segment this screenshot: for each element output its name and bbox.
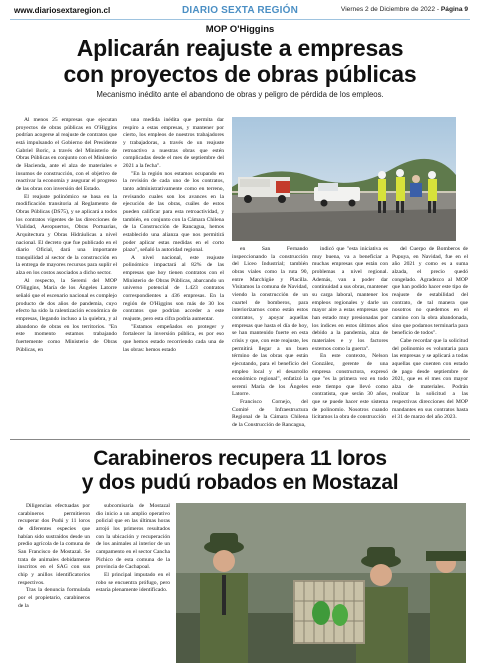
road-construction-photo [232, 117, 456, 241]
paragraph: En este contexto, Nelson González, gerente de una empresa constructora, expresó que "es la primera vez en todo este tiempo que llevó como contratista, que serán 30 años, que se puede hacer este sistema de polinomio. Nosotros cuando licitamos la obra de construcción [312, 353, 388, 421]
article1-column-3 [232, 246, 308, 434]
article2-headline [0, 447, 480, 495]
paragraph: El principal imputado en el robo se encuentra prófugo, pero estaría plenamente identificado. [96, 571, 170, 594]
carabineros-parrots-photo [176, 503, 466, 663]
paragraph: una medida inédita que permita dar respiro a estas empresas, y mantener por cierto, los empleos de nuestros trabajadores y trabajadoras, a través de un reajuste retroactivo a nuestras obras que estén complicadas desde el mes de septiembre del 2021 a la fecha". [123, 117, 224, 169]
paragraph: del Cuerpo de Bomberos de Pupuya, en Navidad, fue en el año 2021 y como es a suma alzada, el precio quedó congelado. Agradezco al MOP que han podido hacer este tipo de reajuste de estabilidad del contrato, de tal manera que nosotros no quedemos en el camino con la obra abandonada, sino que podamos terminarla para beneficio de todos". [392, 246, 468, 337]
paragraph: El reajuste polinómico se basa en la modificación transitoria al Reglamento de Obras Públicas (DS75), y se aplicará a todos los contratos vigentes de las direcciones de Vialidad, Aeropuertos, Obras Portuarias, Arquitectura y Obras Hidráulicas a nivel nacional. El decreto que fue publicado en el diario Oficial, dará una importante tranquilidad al sector de la construcción en la entrega de mayores recursos para suplir el alza en los costos asociados a dicho sector. [16, 193, 117, 277]
headline-line-2: con proyectos de obras públicas [63, 61, 417, 87]
article2-column-2 [96, 503, 170, 663]
paragraph: indicó que "esta iniciativa es muy buena, va a beneficiar a muchas empresas que están con problemas a nivel regional. Además, van a poder dar continuidad a sus obras, mantener su carga laboral, mantener los empleos regionales y darle un mayor aire a estas empresas que han estado muy presionadas por los índices en estos últimos años debido a la pandemia, alza de materiales e y los factores externos como la guerra". [312, 246, 388, 352]
date-text: Viernes 2 de Diciembre de 2022 - [340, 6, 440, 13]
section-divider [10, 439, 470, 440]
paragraph: A nivel nacional, este reajuste polinómico impactará al 82% de las empresas que hoy tienen contratos con el Ministerio de Obras Públicas, abarcando un universo potencial de 1.423 contratos correspondientes a 436 empresas. En la región de O'Higgins son más de 30 los contratos que podrían acceder a este reajuste, pero esta cifra podría aumentar. [123, 254, 224, 323]
paragraph: Tras la denuncia formulada por el propietario, carabineros de la [18, 587, 90, 609]
road-construction-image [232, 117, 456, 241]
paragraph: Diligencias efectuadas por carabineros permitieron recuperar dos Pudú y 11 loros de diferentes especies que habían sido sustraídos desde un predio agrícola de la comuna de San Francisco de Mostazal. Se trata de animales debidamente inscritos en el SAG con sus chip y anillos identificatorios respectivos. [18, 503, 90, 586]
site-url[interactable]: www.diariosextaregion.cl [14, 6, 111, 15]
paragraph: "Estamos empeñados en proteger y fortalecer la inversión pública, es por eso que hemos estado recorriendo cada una de las obras: hemos estado [123, 323, 224, 353]
headline-line-2: y dos pudú robados en Mostazal [81, 471, 399, 494]
article1-subhead: Mecanismo inédito ante el abandono de obras y peligro de pérdida de los empleos. [96, 90, 384, 99]
paragraph: Al respecto, la Seremi del MOP O'Higgins, María de los Ángeles Latorre señaló que el escenario nacional es complejo producto de dos años de pandemia, cuyo efecto ha sido la ralentización económica de empresas, llegando incluso a la quiebra, y al abandono de obras en los territorios. "En este momento estamos trabajando fuertemente como Ministerio de Obras Públicas, en [16, 277, 117, 353]
paragraph: en San Fernando inspeccionando la construcción del Liceo Industrial; también obras viales como la ruta 90, entre Marchigüe y Placilla. Visitamos la comuna de Navidad, viendo la construcción de un cuartel de bomberos, para interiorizarnos como están estos contratos, y apoyar aquellas empresas que hasta el día de hoy, se han mantenido fuerte en esta crisis y que, con este reajuste, les permitirá llegar a un buen término de las obras que están ejecutando, para el beneficio del empleo local y el desarrollo económico regional", enfatizó la seremi María de los Ángeles Latorre. [232, 246, 308, 398]
headline-line-1: Carabineros recupera 11 loros [93, 447, 387, 470]
article1-column-5 [392, 246, 468, 434]
masthead-brand: DIARIO SEXTA REGIÓN [182, 5, 299, 16]
article2-column-1 [18, 503, 90, 663]
paragraph: "En la región nos estamos ocupando en la revisión de cada uno de los contratos, tanto administrativamente como en terreno, revisando cuales son los avances en la ejecución de las obras, cuáles de estos pueden calificar para esta retroactividad, y también, en conjunto con la Cámara Chilena de la Construcción de Rancagua, hemos establecido una alianza que nos permitirá poder aplicar estas medidas en el corto plazo", señaló la autoridad regional. [123, 170, 224, 254]
article1-column-1 [16, 117, 117, 435]
page-header [10, 4, 470, 20]
paragraph: Cabe recordar que la solicitud del polinomio es voluntaria para las empresas y se aplicará a todas aquellas que cuenten con estado de pago desde septiembre de 2021, que es el mes con mayor alza de materiales. Podrán realizar la solicitud a las respectivas direcciones del MOP mandantes en sus contratos hasta el 31 de marzo del año 2023. [392, 337, 468, 421]
carabineros-image [176, 503, 466, 663]
article1-headline [0, 35, 480, 87]
page-number: Página 9 [440, 6, 468, 13]
spacer [344, 246, 345, 247]
paragraph: Al menos 25 empresas que ejecutan proyectos de obras públicas en O'Higgins podrían acogerse al reajuste de contratos que está impulsando el Gobierno del Presidente Gabriel Boric, a través del Ministerio de Obras Públicas en conjunto con el Ministerio de Hacienda, ante el alza de materiales e insumos de construcción, con el objetivo de reactivar la economía y asegurar el progreso de las obras con inversión del Estado. [16, 117, 117, 192]
section-label: MOP O'Higgins [205, 24, 275, 35]
paragraph: Francisco Cornejo, del Comité de Infraestructura Regional de la Cámara Chilena de la Construcción de Rancagua, [232, 399, 308, 429]
issue-date [341, 6, 468, 13]
article1-column-2 [123, 117, 224, 435]
paragraph: subcomisaría de Mostazal dio inicio a un amplio operativo policial que en las últimas horas arrojó los primeros resultados con la ubicación y recuperación de los animales al interior de un campamento en el sector Cancha Pichico de esta comuna de la provincia de Cachapoal. [96, 503, 170, 571]
headline-line-1: Aplicarán reajuste a empresas [76, 35, 404, 61]
article1-column-4 [312, 246, 388, 434]
